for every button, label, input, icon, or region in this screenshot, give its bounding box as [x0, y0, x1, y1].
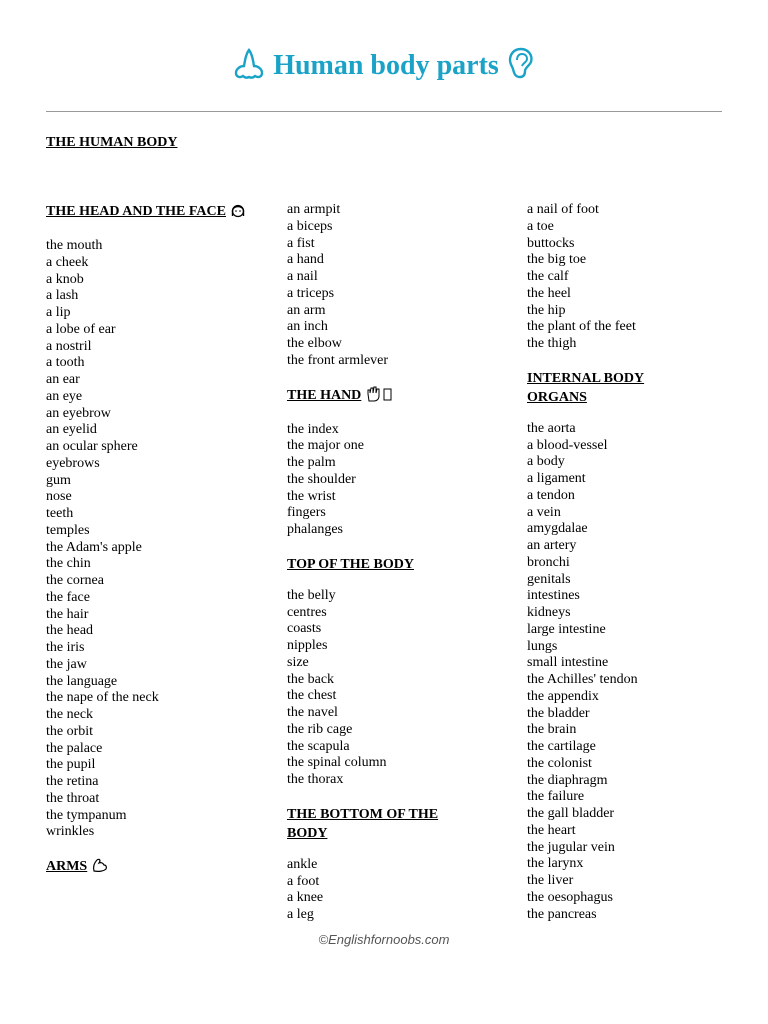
- list-item: wrinkles: [46, 824, 95, 840]
- list-item: fingers: [287, 505, 326, 521]
- list-item: the nape of the neck: [46, 690, 159, 706]
- list-item: a lip: [46, 305, 71, 320]
- list-item: nipples: [287, 638, 328, 653]
- list-item: a cheek: [46, 254, 89, 270]
- list-item: ankle: [287, 856, 318, 872]
- list-item: a ligament: [527, 471, 586, 486]
- list-item: an ocular sphere: [46, 439, 138, 454]
- list-item: the throat: [46, 790, 100, 806]
- list-item: the jaw: [46, 656, 87, 672]
- list-item: a nail: [287, 269, 318, 284]
- list-item: an arm: [287, 302, 326, 318]
- list-item: the major one: [287, 438, 364, 454]
- list-item: a tendon: [527, 487, 575, 503]
- list-item: a triceps: [287, 285, 335, 301]
- section-heading: ARMS: [46, 857, 246, 879]
- list-item: the bladder: [527, 705, 590, 721]
- divider: [46, 111, 722, 112]
- list-item: nose: [46, 489, 72, 505]
- list-item: the gall bladder: [527, 806, 615, 821]
- list-item: a fist: [287, 235, 315, 251]
- list-item: a vein: [527, 504, 561, 520]
- list-item: a body: [527, 454, 565, 470]
- page-title: [0, 46, 768, 86]
- list-item: the appendix: [527, 688, 599, 704]
- list-item: bronchi: [527, 554, 570, 570]
- list-item: the mouth: [46, 238, 103, 253]
- list-item: the big toe: [527, 252, 587, 268]
- list-item: the elbow: [287, 336, 342, 351]
- list-item: the iris: [46, 640, 85, 655]
- flexed-arm-icon: [91, 857, 109, 879]
- column-2: [287, 202, 487, 924]
- list-item: a knob: [46, 271, 84, 287]
- list-item: an inch: [287, 319, 328, 335]
- list-item: the jugular vein: [527, 839, 615, 855]
- list-item: the thorax: [287, 772, 344, 787]
- list-item: eyebrows: [46, 455, 100, 471]
- list-item: genitals: [527, 571, 571, 587]
- section-heading: THE HEAD AND THE FACE: [46, 202, 246, 224]
- list-item: a knee: [287, 890, 324, 906]
- list-item: the shoulder: [287, 471, 356, 487]
- list-item: the hip: [527, 302, 566, 318]
- list-item: the cornea: [46, 573, 104, 588]
- list-item: the head: [46, 623, 94, 639]
- list-item: centres: [287, 604, 327, 620]
- list-item: the larynx: [527, 856, 584, 872]
- list-item: a biceps: [287, 218, 333, 234]
- list-item: large intestine: [527, 621, 606, 637]
- list-item: teeth: [46, 506, 74, 521]
- list-item: the cartilage: [527, 739, 596, 754]
- list-item: the liver: [527, 873, 574, 888]
- list-item: the aorta: [527, 420, 576, 436]
- list-item: a lobe of ear: [46, 321, 116, 337]
- list-item: kidneys: [527, 605, 571, 620]
- list-item: the wrist: [287, 488, 336, 504]
- list-item: a nail of foot: [527, 202, 599, 217]
- list-item: the index: [287, 421, 339, 437]
- list-item: a leg: [287, 907, 314, 922]
- column-1: [46, 202, 246, 879]
- list-item: the failure: [527, 789, 585, 805]
- list-item: the belly: [287, 587, 336, 603]
- woman-face-icon: [230, 202, 246, 224]
- list-item: the spinal column: [287, 755, 387, 771]
- list-item: the plant of the feet: [527, 319, 636, 335]
- list-item: an eyelid: [46, 422, 97, 438]
- list-item: an eye: [46, 388, 83, 404]
- list-item: lungs: [527, 638, 558, 654]
- list-item: a tooth: [46, 355, 85, 371]
- list-item: an ear: [46, 372, 80, 387]
- item-list: [527, 202, 727, 353]
- item-list: [46, 238, 246, 841]
- list-item: the diaphragm: [527, 772, 608, 788]
- list-item: the pancreas: [527, 906, 597, 922]
- ear-icon: [506, 50, 536, 81]
- list-item: the palace: [46, 740, 103, 756]
- item-list: [287, 202, 487, 370]
- list-item: intestines: [527, 588, 580, 604]
- list-item: the language: [46, 673, 118, 689]
- list-item: the rib cage: [287, 721, 353, 737]
- list-item: an artery: [527, 538, 577, 553]
- list-item: an eyebrow: [46, 405, 111, 421]
- nose-icon: [232, 50, 273, 81]
- section-heading: INTERNAL BODY ORGANS: [527, 370, 645, 405]
- main-heading: THE HUMAN BODY: [46, 135, 178, 150]
- section-heading: TOP OF THE BODY: [287, 556, 414, 572]
- column-3: [527, 202, 727, 923]
- item-list: [527, 421, 727, 924]
- list-item: the thigh: [527, 336, 577, 351]
- item-list: [287, 857, 487, 924]
- list-item: size: [287, 654, 309, 670]
- list-item: gum: [46, 472, 71, 488]
- list-item: coasts: [287, 621, 322, 637]
- list-item: the oesophagus: [527, 889, 613, 905]
- list-item: the front armlever: [287, 352, 389, 368]
- list-item: a blood-vessel: [527, 437, 608, 453]
- title-text: Human body parts: [273, 50, 499, 81]
- list-item: small intestine: [527, 655, 609, 671]
- list-item: the neck: [46, 707, 94, 722]
- list-item: temples: [46, 522, 90, 538]
- list-item: a lash: [46, 288, 79, 304]
- list-item: the chin: [46, 556, 91, 572]
- list-item: the retina: [46, 774, 99, 789]
- list-item: the Achilles' tendon: [527, 672, 638, 687]
- list-item: a nostril: [46, 338, 92, 354]
- list-item: an armpit: [287, 202, 341, 217]
- list-item: the tympanum: [46, 807, 127, 823]
- list-item: the navel: [287, 705, 338, 720]
- list-item: the hair: [46, 606, 89, 622]
- footer-credit: ©Englishfornoobs.com: [318, 932, 450, 947]
- item-list: [287, 422, 487, 539]
- list-item: the palm: [287, 455, 336, 470]
- list-item: the brain: [527, 722, 577, 738]
- list-item: the scapula: [287, 738, 350, 754]
- list-item: the heel: [527, 285, 571, 301]
- section-heading: THE BOTTOM OF THE BODY: [287, 806, 439, 841]
- list-item: the colonist: [527, 755, 592, 771]
- list-item: the face: [46, 589, 90, 605]
- list-item: the calf: [527, 269, 569, 284]
- list-item: the Adam's apple: [46, 539, 142, 555]
- list-item: the chest: [287, 688, 337, 704]
- list-item: a foot: [287, 873, 320, 889]
- list-item: the orbit: [46, 723, 94, 739]
- list-item: the back: [287, 671, 335, 687]
- list-item: the heart: [527, 822, 576, 838]
- raised-hand-icon: [365, 386, 393, 408]
- list-item: amygdalae: [527, 521, 588, 537]
- list-item: a toe: [527, 218, 554, 234]
- item-list: [287, 588, 487, 789]
- list-item: buttocks: [527, 235, 575, 251]
- list-item: a hand: [287, 252, 324, 268]
- list-item: the pupil: [46, 757, 96, 773]
- section-heading: THE HAND: [287, 386, 487, 408]
- list-item: phalanges: [287, 522, 343, 537]
